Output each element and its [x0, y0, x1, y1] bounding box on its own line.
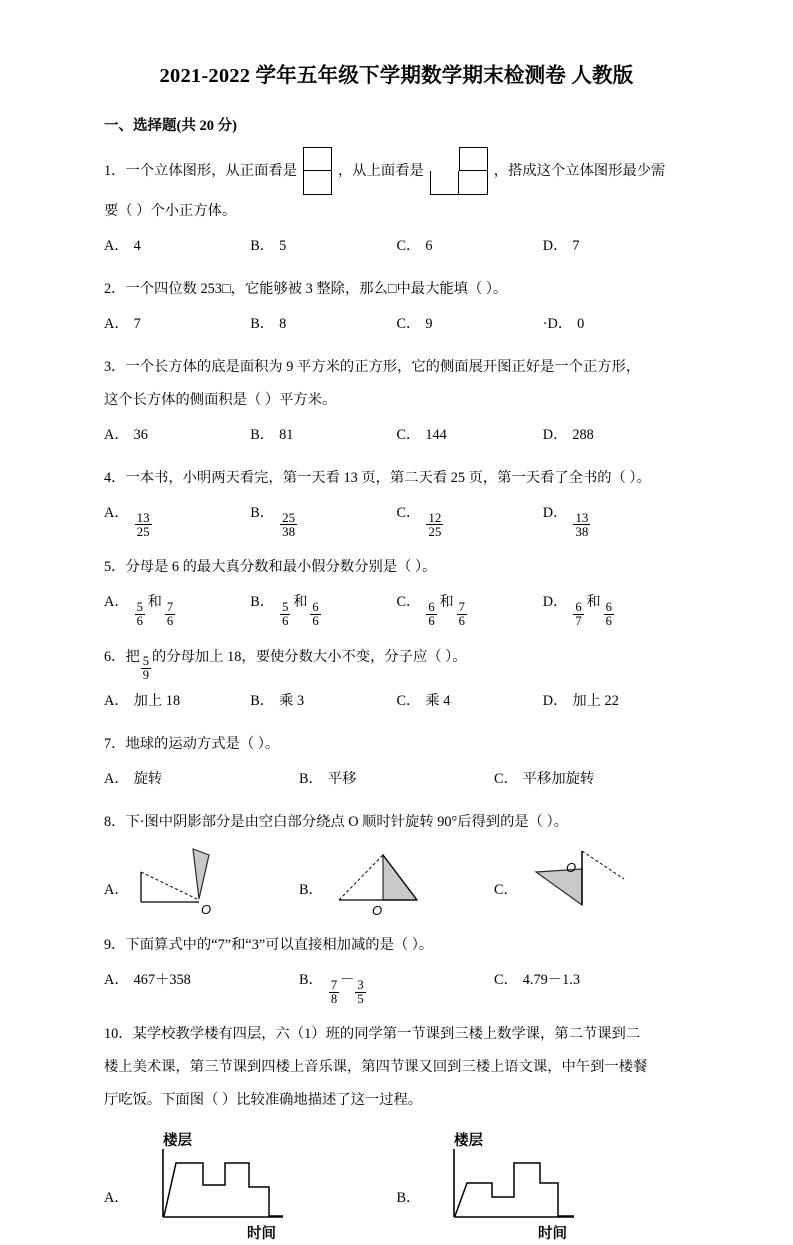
graph-b-y-axis-label: 楼层 — [454, 1133, 484, 1150]
fraction: $\frac{25}{38}$ — [282, 509, 296, 540]
option-8-a[interactable]: A． O — [104, 845, 299, 917]
question-3-text-line2: 这个长方体的侧面积是（ ）平方米。 — [104, 392, 337, 408]
triangle-rotate-a-figure — [131, 845, 261, 917]
question-3 — [104, 351, 689, 417]
question-10-text-line2: 楼上美术课，第三节课到四楼上音乐课，第四节课又回到三楼上语文课，中午到一楼餐 — [104, 1059, 648, 1076]
option-3-a[interactable]: A． 36 — [104, 427, 148, 443]
option-4-b[interactable]: B． $\frac{25}{38}$ — [250, 505, 296, 540]
option-4-c[interactable]: C． $\frac{12}{25}$ — [396, 505, 442, 540]
option-5-d[interactable]: D． $\frac{6}{7}$ 和 $\frac{6}{6}$ — [542, 594, 612, 628]
question-10-text-line3: 厅吃饭。下面图（ ）比较准确地描述了这一过程。 — [104, 1092, 423, 1109]
option-2-c[interactable]: C． 9 — [396, 316, 433, 332]
fraction: $\frac{7}{6}$ — [458, 600, 465, 628]
fraction: $\frac{5}{9}$ — [142, 654, 150, 683]
triangle-rotate-b-figure — [325, 845, 455, 917]
question-3-text-line1: 3．一个长方体的底是面积为 9 平方米的正方形，它的侧面展开图正好是一个正方形， — [104, 359, 641, 375]
question-1 — [104, 147, 689, 228]
fraction: $\frac{5}{6}$ — [282, 600, 289, 628]
fraction: $\frac{7}{8}$ — [330, 977, 338, 1006]
option-6-c[interactable]: C． 乘 4 — [396, 693, 451, 710]
option-7-b[interactable]: B． 平移 — [298, 771, 357, 788]
fraction: $\frac{6}{6}$ — [605, 600, 612, 628]
fraction: $\frac{7}{6}$ — [166, 600, 174, 628]
operator: － — [340, 972, 355, 989]
question-4-options — [104, 498, 689, 539]
graph-b-x-axis-label: 时间 — [538, 1226, 568, 1243]
option-9-b[interactable]: B． $\frac{7}{8}$ － $\frac{3}{5}$ — [298, 972, 364, 1006]
question-9-options — [104, 965, 689, 1006]
question-4 — [104, 462, 689, 495]
option-2-a[interactable]: A． 7 — [104, 316, 141, 332]
question-1-options — [104, 231, 689, 261]
option-6-b[interactable]: B． 乘 3 — [250, 693, 305, 710]
graph-a-x-axis-label: 时间 — [246, 1226, 276, 1243]
question-5 — [104, 551, 689, 584]
option-4-a[interactable]: A． $\frac{13}{25}$ — [104, 505, 150, 540]
graph-a-y-axis-label: 楼层 — [162, 1133, 192, 1150]
option-9-a[interactable]: A． 467＋358 — [104, 972, 191, 989]
question-1-text-before: 1．一个立体图形，从正面看是 — [104, 162, 298, 179]
option-3-d[interactable]: D． 288 — [542, 427, 594, 443]
fraction: $\frac{6}{7}$ — [575, 600, 582, 628]
fraction: $\frac{6}{6}$ — [312, 600, 319, 628]
question-6-options — [104, 686, 689, 716]
page-title: 2021-2022 学年五年级下学期数学期末检测卷 人教版 — [159, 65, 634, 87]
line-graph-b-figure — [422, 1127, 602, 1245]
option-6-a[interactable]: A． 加上 18 — [104, 693, 181, 710]
question-7-text: 7．地球的运动方式是（ ）。 — [104, 736, 280, 753]
question-8-text: 8．下·图中阴影部分是由空白部分绕点 O 顺时针旋转 90°后得到的是（ ）。 — [104, 814, 569, 831]
question-9 — [104, 929, 689, 962]
question-10-options — [104, 1127, 689, 1245]
option-7-c[interactable]: C． 平移加旋转 — [493, 771, 595, 788]
point-o-label: O — [565, 860, 576, 876]
fraction: $\frac{13}{25}$ — [136, 509, 150, 540]
option-6-d[interactable]: D． 加上 22 — [542, 693, 619, 710]
option-1-c[interactable]: C． 6 — [396, 238, 433, 254]
question-1-text-middle: ，从上面看是 — [338, 162, 424, 179]
line-graph-a-figure — [131, 1127, 311, 1245]
question-8-options — [104, 845, 689, 917]
option-2-d[interactable]: ·D． 0 — [542, 316, 585, 332]
question-10-text-line1: 10．某学校教学楼有四层，六（1）班的同学第一节课到三楼上数学课，第二节课到二 — [104, 1026, 641, 1043]
fraction: $\frac{5}{6}$ — [136, 600, 143, 628]
option-3-c[interactable]: C． 144 — [396, 427, 447, 443]
fraction: $\frac{6}{6}$ — [428, 600, 435, 628]
question-6-text-after: 的分母加上 18，要使分数大小不变，分子应（ ）。 — [152, 648, 467, 665]
fraction: $\frac{13}{38}$ — [575, 509, 589, 540]
question-7-options — [104, 764, 689, 794]
option-4-d[interactable]: D． $\frac{13}{38}$ — [542, 505, 589, 540]
question-2 — [104, 273, 689, 306]
top-view-figure — [430, 147, 488, 195]
question-4-text: 4．一本书，小明两天看完，第一天看 13 页，第二天看 25 页，第一天看了全书的（ ）。 — [104, 470, 651, 486]
question-5-options — [104, 587, 689, 628]
question-6 — [104, 641, 689, 683]
option-8-c[interactable]: C． O — [494, 845, 689, 917]
triangle-rotate-c-figure — [520, 845, 650, 917]
question-2-text: 2．一个四位数 253□，它能够被 3 整除，那么□中最大能填（ ）。 — [104, 281, 508, 297]
question-8 — [104, 806, 689, 839]
option-7-a[interactable]: A． 旋转 — [104, 771, 163, 788]
question-3-options — [104, 420, 689, 450]
option-2-b[interactable]: B． 8 — [250, 316, 287, 332]
question-1-text-line2: 要（ ）个小正方体。 — [104, 203, 237, 219]
option-1-a[interactable]: A． 4 — [104, 238, 141, 254]
fraction: $\frac{12}{25}$ — [428, 509, 442, 540]
option-5-b[interactable]: B． $\frac{5}{6}$ 和 $\frac{6}{6}$ — [250, 594, 319, 628]
option-5-a[interactable]: A． $\frac{5}{6}$ 和 $\frac{7}{6}$ — [104, 594, 174, 628]
option-1-d[interactable]: D． 7 — [542, 238, 580, 254]
front-view-figure — [303, 147, 332, 195]
question-9-text: 9．下面算式中的“7”和“3”可以直接相加减的是（ ）。 — [104, 937, 434, 954]
option-10-b[interactable]: B． 楼层 时间 — [397, 1127, 690, 1245]
section-heading: 一、选择题(共 20 分) — [104, 118, 237, 134]
option-8-b[interactable]: B． O — [299, 845, 494, 917]
stray-dot-mark: · — [542, 316, 548, 332]
question-10 — [104, 1018, 689, 1117]
point-o-label: O — [200, 902, 211, 918]
question-6-text-before: 6．把 — [104, 648, 140, 665]
point-o-label: O — [371, 903, 382, 918]
question-7 — [104, 728, 689, 761]
option-9-c[interactable]: C． 4.79－1.3 — [493, 972, 580, 989]
option-10-a[interactable]: A． 楼层 时间 — [104, 1127, 397, 1245]
option-5-c[interactable]: C． $\frac{6}{6}$ 和 $\frac{7}{6}$ — [396, 594, 465, 628]
option-1-b[interactable]: B． 5 — [250, 238, 287, 254]
question-2-options — [104, 309, 689, 339]
question-1-text-after: ，搭成这个立体图形最少需 — [493, 162, 666, 179]
option-3-b[interactable]: B． 81 — [250, 427, 294, 443]
fraction: $\frac{3}{5}$ — [357, 977, 364, 1006]
question-5-text: 5．分母是 6 的最大真分数和最小假分数分别是（ ）。 — [104, 559, 437, 576]
